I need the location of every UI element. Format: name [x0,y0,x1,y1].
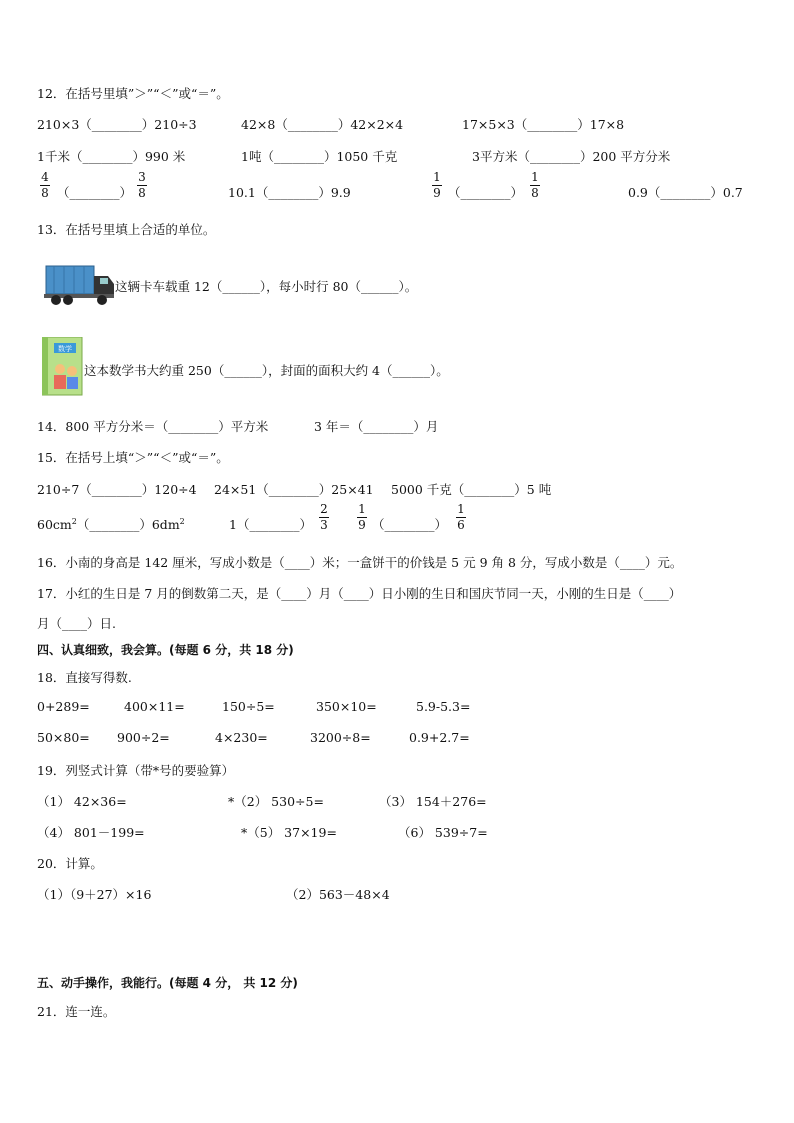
numerator: 1 [433,170,441,184]
truck-image [44,262,116,307]
q12-row3-last: 0.9（________）0.7 [628,185,743,200]
denominator: 9 [358,518,366,532]
math-book-image [42,337,84,397]
q12-row1-item1: 210×3（________）210÷3 [37,117,197,132]
q15-row2-blank: （________） [372,517,448,532]
q18-r1c4: 350×10= [316,699,377,714]
q12-row1-item2: 42×8（________）42×2×4 [241,117,404,132]
q15-fraction-3 [456,503,466,532]
q15-fraction-1 [319,503,329,532]
q13-book-text: 这本数学书大约重 250（______），封面的面积大约 4（______）。 [84,363,449,378]
q19-item2: *（2） 530÷5= [228,794,324,809]
q18-r1c1: 0+289= [37,699,90,714]
denominator: 8 [531,186,539,200]
q15-title: 15．在括号上填“＞”“＜”或“＝”。 [37,450,229,465]
q18-r1c2: 400×11= [124,699,185,714]
denominator: 8 [138,186,146,200]
q15-row1-item3: 5000 千克（________）5 吨 [391,482,552,497]
q12-row3-mid: 10.1（________）9.9 [228,185,351,200]
q18-r1c5: 5.9-5.3= [416,699,471,714]
denominator: 9 [433,186,441,200]
q15-fraction-2 [357,503,367,532]
q12-row2-item3: 3平方米（________）200 平方分米 [472,149,671,164]
section-4-heading: 四、认真细致，我会算。(每题 6 分，共 18 分) [37,643,294,657]
q18-r1c3: 150÷5= [222,699,275,714]
q12-row2-item1: 1千米（________）990 米 [37,149,186,164]
q19-item4: （4） 801－199= [37,825,145,840]
book-cover-label: 数学 [58,345,72,353]
q19-item3: （3） 154＋276= [379,794,487,809]
q13-title: 13．在括号里填上合适的单位。 [37,222,216,237]
q15-row1-item2: 24×51（________）25×41 [214,482,374,497]
section-5-heading: 五、动手操作，我能行。(每题 4 分， 共 12 分) [37,976,298,990]
q12-fraction-3 [432,171,442,200]
q17-line1: 17．小红的生日是 7 月的倒数第二天，是（____）月（____）日小刚的生日和国庆节同一天，小刚的生日是（____） [37,586,682,601]
q18-r2c1: 50×80= [37,730,90,745]
numerator: 1 [358,502,366,516]
q14-part-b: 3 年＝（________）月 [314,419,439,434]
q13-truck-text: 这辆卡车载重 12（______），每小时行 80（______）。 [115,279,418,294]
q18-r2c5: 0.9+2.7= [409,730,470,745]
q15-row1-item1: 210÷7（________）120÷4 [37,482,197,497]
numerator: 1 [531,170,539,184]
superscript: 2 [71,516,77,526]
q19-item1: （1） 42×36= [37,794,127,809]
q15-row2-a [37,515,185,533]
q20-part-2: （2）563－48×4 [286,887,390,902]
q12-row3-blank1: （________） [57,185,133,200]
q12-fraction-4 [530,171,540,200]
q12-row2-item2: 1吨（________）1050 千克 [241,149,398,164]
q12-fraction-1 [40,171,50,200]
superscript: 2 [179,516,185,526]
q17-line2: 月（____）日. [37,616,116,631]
q12-title: 12．在括号里填”＞”“＜”或“＝”。 [37,86,229,101]
q19-item5: *（5） 37×19= [241,825,337,840]
q15-row2-c: 1（________） [229,517,312,532]
numerator: 3 [138,170,146,184]
q14-part-a: 14．800 平方分米＝（________）平方米 [37,419,269,434]
q18-r2c3: 4×230= [215,730,268,745]
denominator: 6 [457,518,465,532]
q21-title: 21．连一连。 [37,1004,116,1019]
q12-row1-item3: 17×5×3（________）17×8 [462,117,625,132]
numerator: 1 [457,502,465,516]
denominator: 3 [320,518,328,532]
numerator: 4 [41,170,49,184]
q12-row3-blank3: （________） [448,185,524,200]
q20-part-1: （1）（9＋27）×16 [37,887,152,902]
q15-area-60cm: 60cm [37,517,72,532]
q16-text: 16．小南的身高是 142 厘米，写成小数是（____）米；一盒饼干的价钱是 5 元 9 角 8 分，写成小数是（____）元。 [37,555,683,570]
q19-title: 19．列竖式计算（带*号的要验算） [37,763,235,778]
q20-title: 20．计算。 [37,856,103,871]
q19-item6: （6） 539÷7= [398,825,488,840]
numerator: 2 [320,502,328,516]
q18-r2c2: 900÷2= [117,730,170,745]
q15-area-6dm: （________）6dm [76,517,180,532]
q18-title: 18．直接写得数. [37,670,132,685]
q12-fraction-2 [137,171,147,200]
denominator: 8 [41,186,49,200]
q18-r2c4: 3200÷8= [310,730,371,745]
